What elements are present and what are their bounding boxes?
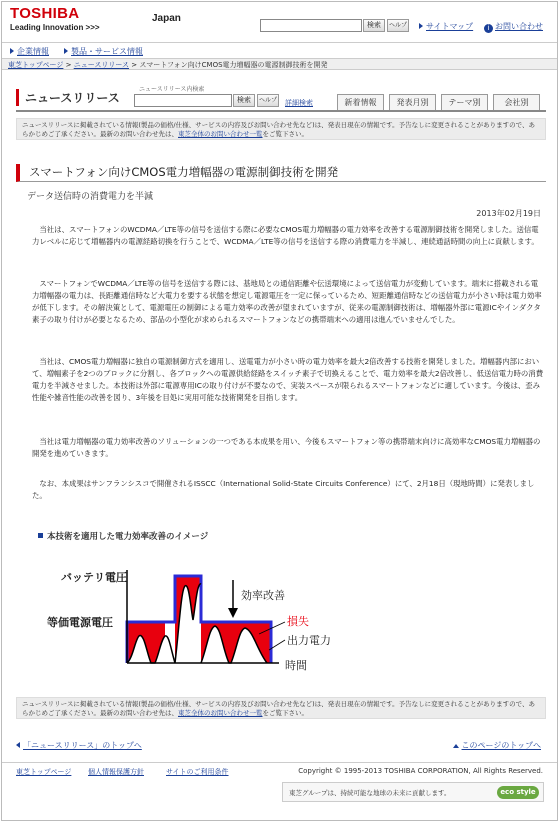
sitemap-link[interactable]: サイトマップ [419,21,473,32]
article-title: スマートフォン向けCMOS電力増幅器の電源制御技術を開発 [16,164,546,182]
tab-company[interactable]: 会社別 [493,94,540,110]
page-frame [1,1,558,821]
info-icon: i [484,24,493,33]
square-bullet-icon [38,533,43,538]
detail-search-link[interactable]: 詳細検索 [285,99,313,107]
arrow-right-icon [64,48,68,54]
footer-bar [2,762,557,778]
arrow-right-icon [10,48,14,54]
paragraph-4: 当社は電力増幅器の電力効率改善のソリューションの一つである本成果を用い、今後もスマートフォン等の携帯端末向けに高効率なCMOS電力増幅器の開発を進めていきます。 [32,437,541,458]
news-search-label: ニュースリリース内検索 [139,86,205,93]
news-search-input[interactable] [134,94,232,107]
contact-list-link[interactable]: 東芝全体のお問い合わせ一覧 [178,130,263,138]
loss-area [201,622,271,663]
news-help-button[interactable]: ヘルプ [257,94,279,107]
back-to-news-link[interactable]: 「ニュースリリース」のトップへ [16,740,142,751]
tab-theme[interactable]: テーマ別 [441,94,488,110]
arrow-down-icon [228,608,238,618]
article-date: 2013年02月19日 [476,209,541,218]
news-search-button[interactable]: 検索 [233,94,255,107]
breadcrumb-home[interactable]: 東芝トップページ [8,61,64,69]
nav-products[interactable]: 製品・サービス情報 [64,46,143,57]
tab-latest[interactable]: 新着情報 [337,94,384,110]
breadcrumb: 東芝トップページ > ニュースリリース > スマートフォン向けCMOS電力増幅器の電源制御技術を開発 [2,58,557,70]
arrow-right-icon [419,23,423,29]
paragraph-1: 当社は、スマートフォンのWCDMA／LTE等の信号を送信する際に必要なCMOS電力増幅器の電力効率を改善する電源制御技術を開発しました。送信電力レベルに応じて増幅器内の電源経路切換を行うことで、WCDMA／LTE等の信号を送信する際の消費電力を半減し、連続通話時間の向上に貢献します。 [32,225,539,246]
site-header [2,2,557,40]
battery-voltage-label: バッテリ電圧 [61,571,127,584]
arrow-left-icon [16,742,20,748]
tab-divider [16,110,546,112]
eco-style-badge: eco style [497,786,539,799]
paragraph-5: なお、本成果はサンフランシスコで開催されるISSCC（International Solid-State Circuits Conference）にて、2月18日（現地時間）に発表しました。 [32,479,535,500]
contact-link[interactable]: i お問い合わせ [484,21,543,33]
notice-box-top: ニュースリリースに掲載されている情報(製品の価格/仕様、サービスの内容及びお問い合わせ先など)は、発表日現在の情報です。予告なしに変更されることがありますので、あらかじめご了承ください。最新のお問い合わせ先は、東芝全体のお問い合わせ一覧をご覧下さい。 [16,118,546,140]
nav-corporate[interactable]: 企業情報 [10,46,49,57]
tab-monthly[interactable]: 発表月別 [389,94,436,110]
output-power-label: 出力電力 [287,634,331,647]
country-label: Japan [152,13,181,24]
article-subtitle: データ送信時の消費電力を半減 [27,192,154,202]
site-help-button[interactable]: ヘルプ [387,19,409,32]
global-nav [2,42,557,57]
figure-heading: 本技術を適用した電力効率改善のイメージ [38,530,208,542]
paragraph-2: スマートフォンでWCDMA／LTE等の信号を送信する際には、基地局との通信距離や伝送環境によって送信電力が変動しています。端末に搭載される電力増幅器の電力は、長距離通信時など大電力を要する状態を想定し電源電圧を一定に保っているため、短距離通信時などの送信電力が小さい時は電力効率が低下します。その解決策として、電源電圧の制御による電力効率の改善が望まれていますが、従来の電源制御技術は、増幅器外部に電源ICやインダクタ素子の取り付けが必要となるため、部品の小型化が求められるスマートフォンなどの携帯端末への適用は進んでいませんでした。 [32,279,542,324]
loss-label: 損失 [287,615,309,628]
copyright-text: Copyright © 1995-2013 TOSHIBA CORPORATION, All Rights Reserved. [298,767,543,775]
toshiba-logo[interactable]: TOSHIBA [10,5,80,22]
site-search-button[interactable]: 検索 [363,19,385,32]
loss-area [127,622,165,663]
contact-list-link-bottom[interactable]: 東芝全体のお問い合わせ一覧 [178,709,263,717]
eco-banner[interactable]: 東芝グループは、持続可能な地球の未来に貢献します。 eco style [282,782,544,802]
footer-home-link[interactable]: 東芝トップページ [16,768,72,776]
paragraph-3: 当社は、CMOS電力増幅器に独自の電源制御方式を適用し、送電電力が小さい時の電力効率を最大2倍改善する技術を開発しました。増幅器内部において、増幅素子を2つのブロックに分割し、各ブロックへの電源供給経路をスイッチ素子で切換えることで、電力効率を最大2倍改善し、低送信電力時の消費電力を半減させました。本技術は外部に電源専用ICの取り付けが不要なので、実装スペースが限られるスマートフォンなどに適しています。今後は、歪み性能や雑音性能の改善を図り、3年後を目処に実用可能な技術開発を目指します。 [32,357,544,402]
tagline: Leading Innovation >>> [10,23,100,32]
equiv-voltage-label: 等価電源電圧 [47,616,113,629]
time-label: 時間 [285,659,307,672]
notice-box-bottom: ニュースリリースに掲載されている情報(製品の価格/仕様、サービスの内容及びお問い合わせ先など)は、発表日現在の情報です。予告なしに変更されることがありますので、あらかじめご了承ください。最新のお問い合わせ先は、東芝全体のお問い合わせ一覧をご覧下さい。 [16,697,546,719]
site-search-input[interactable] [260,19,362,32]
arrow-up-icon [453,744,459,748]
footer-terms-link[interactable]: サイトのご利用条件 [166,768,229,776]
breadcrumb-news[interactable]: ニュースリリース [73,61,130,69]
footer-privacy-link[interactable]: 個人情報保護方針 [88,768,144,776]
page-top-link[interactable]: このページのトップへ [453,740,541,751]
breadcrumb-current: スマートフォン向けCMOS電力増幅器の電源制御技術を開発 [139,61,328,69]
section-title: ニュースリリース [16,89,120,106]
efficiency-gain-label: 効率改善 [241,589,285,602]
efficiency-figure [47,550,367,680]
